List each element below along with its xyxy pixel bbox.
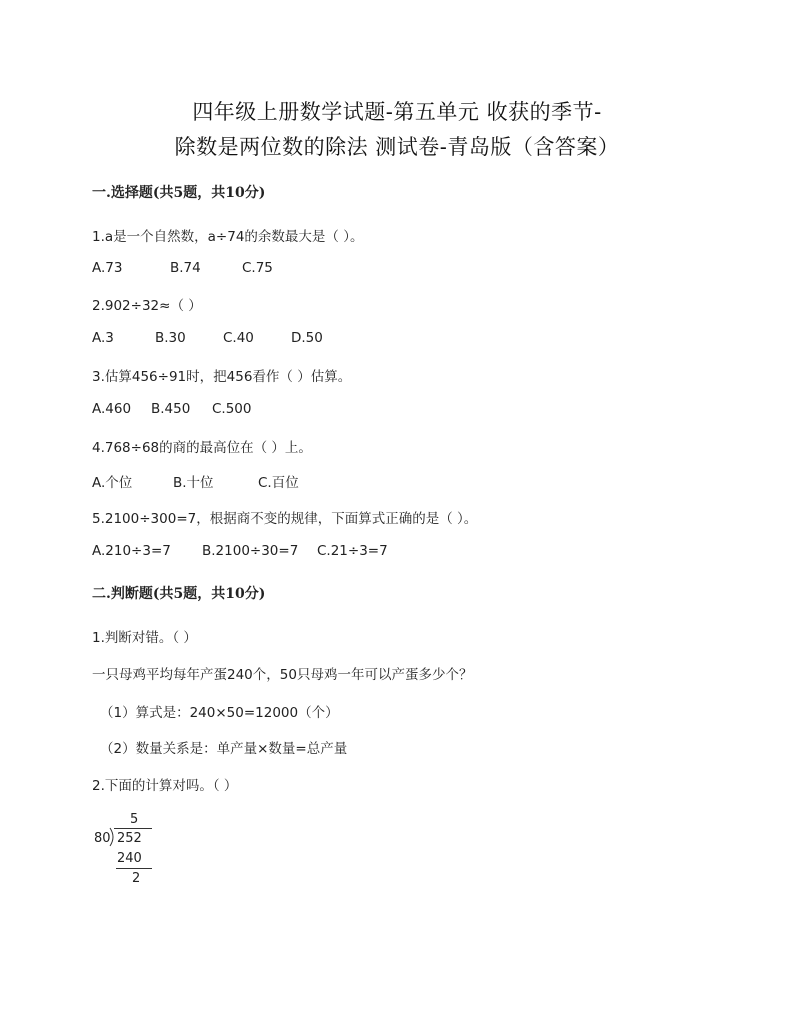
option: C.40 xyxy=(223,330,254,346)
question-text: 2.902÷32≈（ ） xyxy=(92,298,202,314)
option: A.460 xyxy=(92,401,132,417)
option: B.30 xyxy=(155,330,186,346)
division-dividend: 252 xyxy=(117,831,142,846)
option: B.74 xyxy=(170,260,201,276)
options-row xyxy=(92,543,388,559)
option: B.十位 xyxy=(173,475,214,491)
division-divisor: 80 xyxy=(94,831,111,846)
long-division-figure xyxy=(94,812,164,892)
option: A.73 xyxy=(92,260,123,276)
division-bracket xyxy=(109,827,117,847)
question-text: 3.估算456÷91时，把456看作（ ）估算。 xyxy=(92,369,352,385)
page-title-line-2: 除数是两位数的除法 测试卷-青岛版（含答案） xyxy=(174,135,620,159)
question-text: 4.768÷68的商的最高位在（ ）上。 xyxy=(92,440,312,456)
option: C.500 xyxy=(212,401,252,417)
question-text: 1.判断对错。（ ） xyxy=(92,630,197,646)
option: B.450 xyxy=(151,401,191,417)
option: A.3 xyxy=(92,330,114,346)
option: C.75 xyxy=(242,260,273,276)
options-row xyxy=(92,330,323,346)
subtraction-rule xyxy=(116,868,152,869)
section-heading-choice: 一.选择题(共5题，共10分) xyxy=(92,185,266,201)
division-bar xyxy=(114,828,152,829)
solution-step: （1）算式是：240×50=12000（个） xyxy=(100,705,339,721)
options-row xyxy=(92,471,299,491)
question-text: 1.a是一个自然数，a÷74的余数最大是（ ）。 xyxy=(92,229,364,245)
solution-step: （2）数量关系是：单产量×数量=总产量 xyxy=(100,741,348,757)
division-remainder: 2 xyxy=(132,871,141,886)
option: C.百位 xyxy=(258,475,299,491)
options-row xyxy=(92,260,273,276)
options-row xyxy=(92,401,252,417)
question-text: 5.2100÷300=7，根据商不变的规律，下面算式正确的是（ ）。 xyxy=(92,511,478,527)
option: A.个位 xyxy=(92,475,133,491)
option: B.2100÷30=7 xyxy=(202,543,299,559)
division-quotient: 5 xyxy=(130,812,139,827)
division-product: 240 xyxy=(117,851,142,866)
option: C.21÷3=7 xyxy=(317,543,388,559)
question-text: 2.下面的计算对吗。（ ） xyxy=(92,778,238,794)
page-title-line-1: 四年级上册数学试题-第五单元 收获的季节- xyxy=(192,100,602,124)
option: A.210÷3=7 xyxy=(92,543,171,559)
problem-statement: 一只母鸡平均每年产蛋240个，50只母鸡一年可以产蛋多少个？ xyxy=(92,667,473,683)
section-heading-judgment: 二.判断题(共5题，共10分) xyxy=(92,586,266,602)
option: D.50 xyxy=(291,330,323,346)
